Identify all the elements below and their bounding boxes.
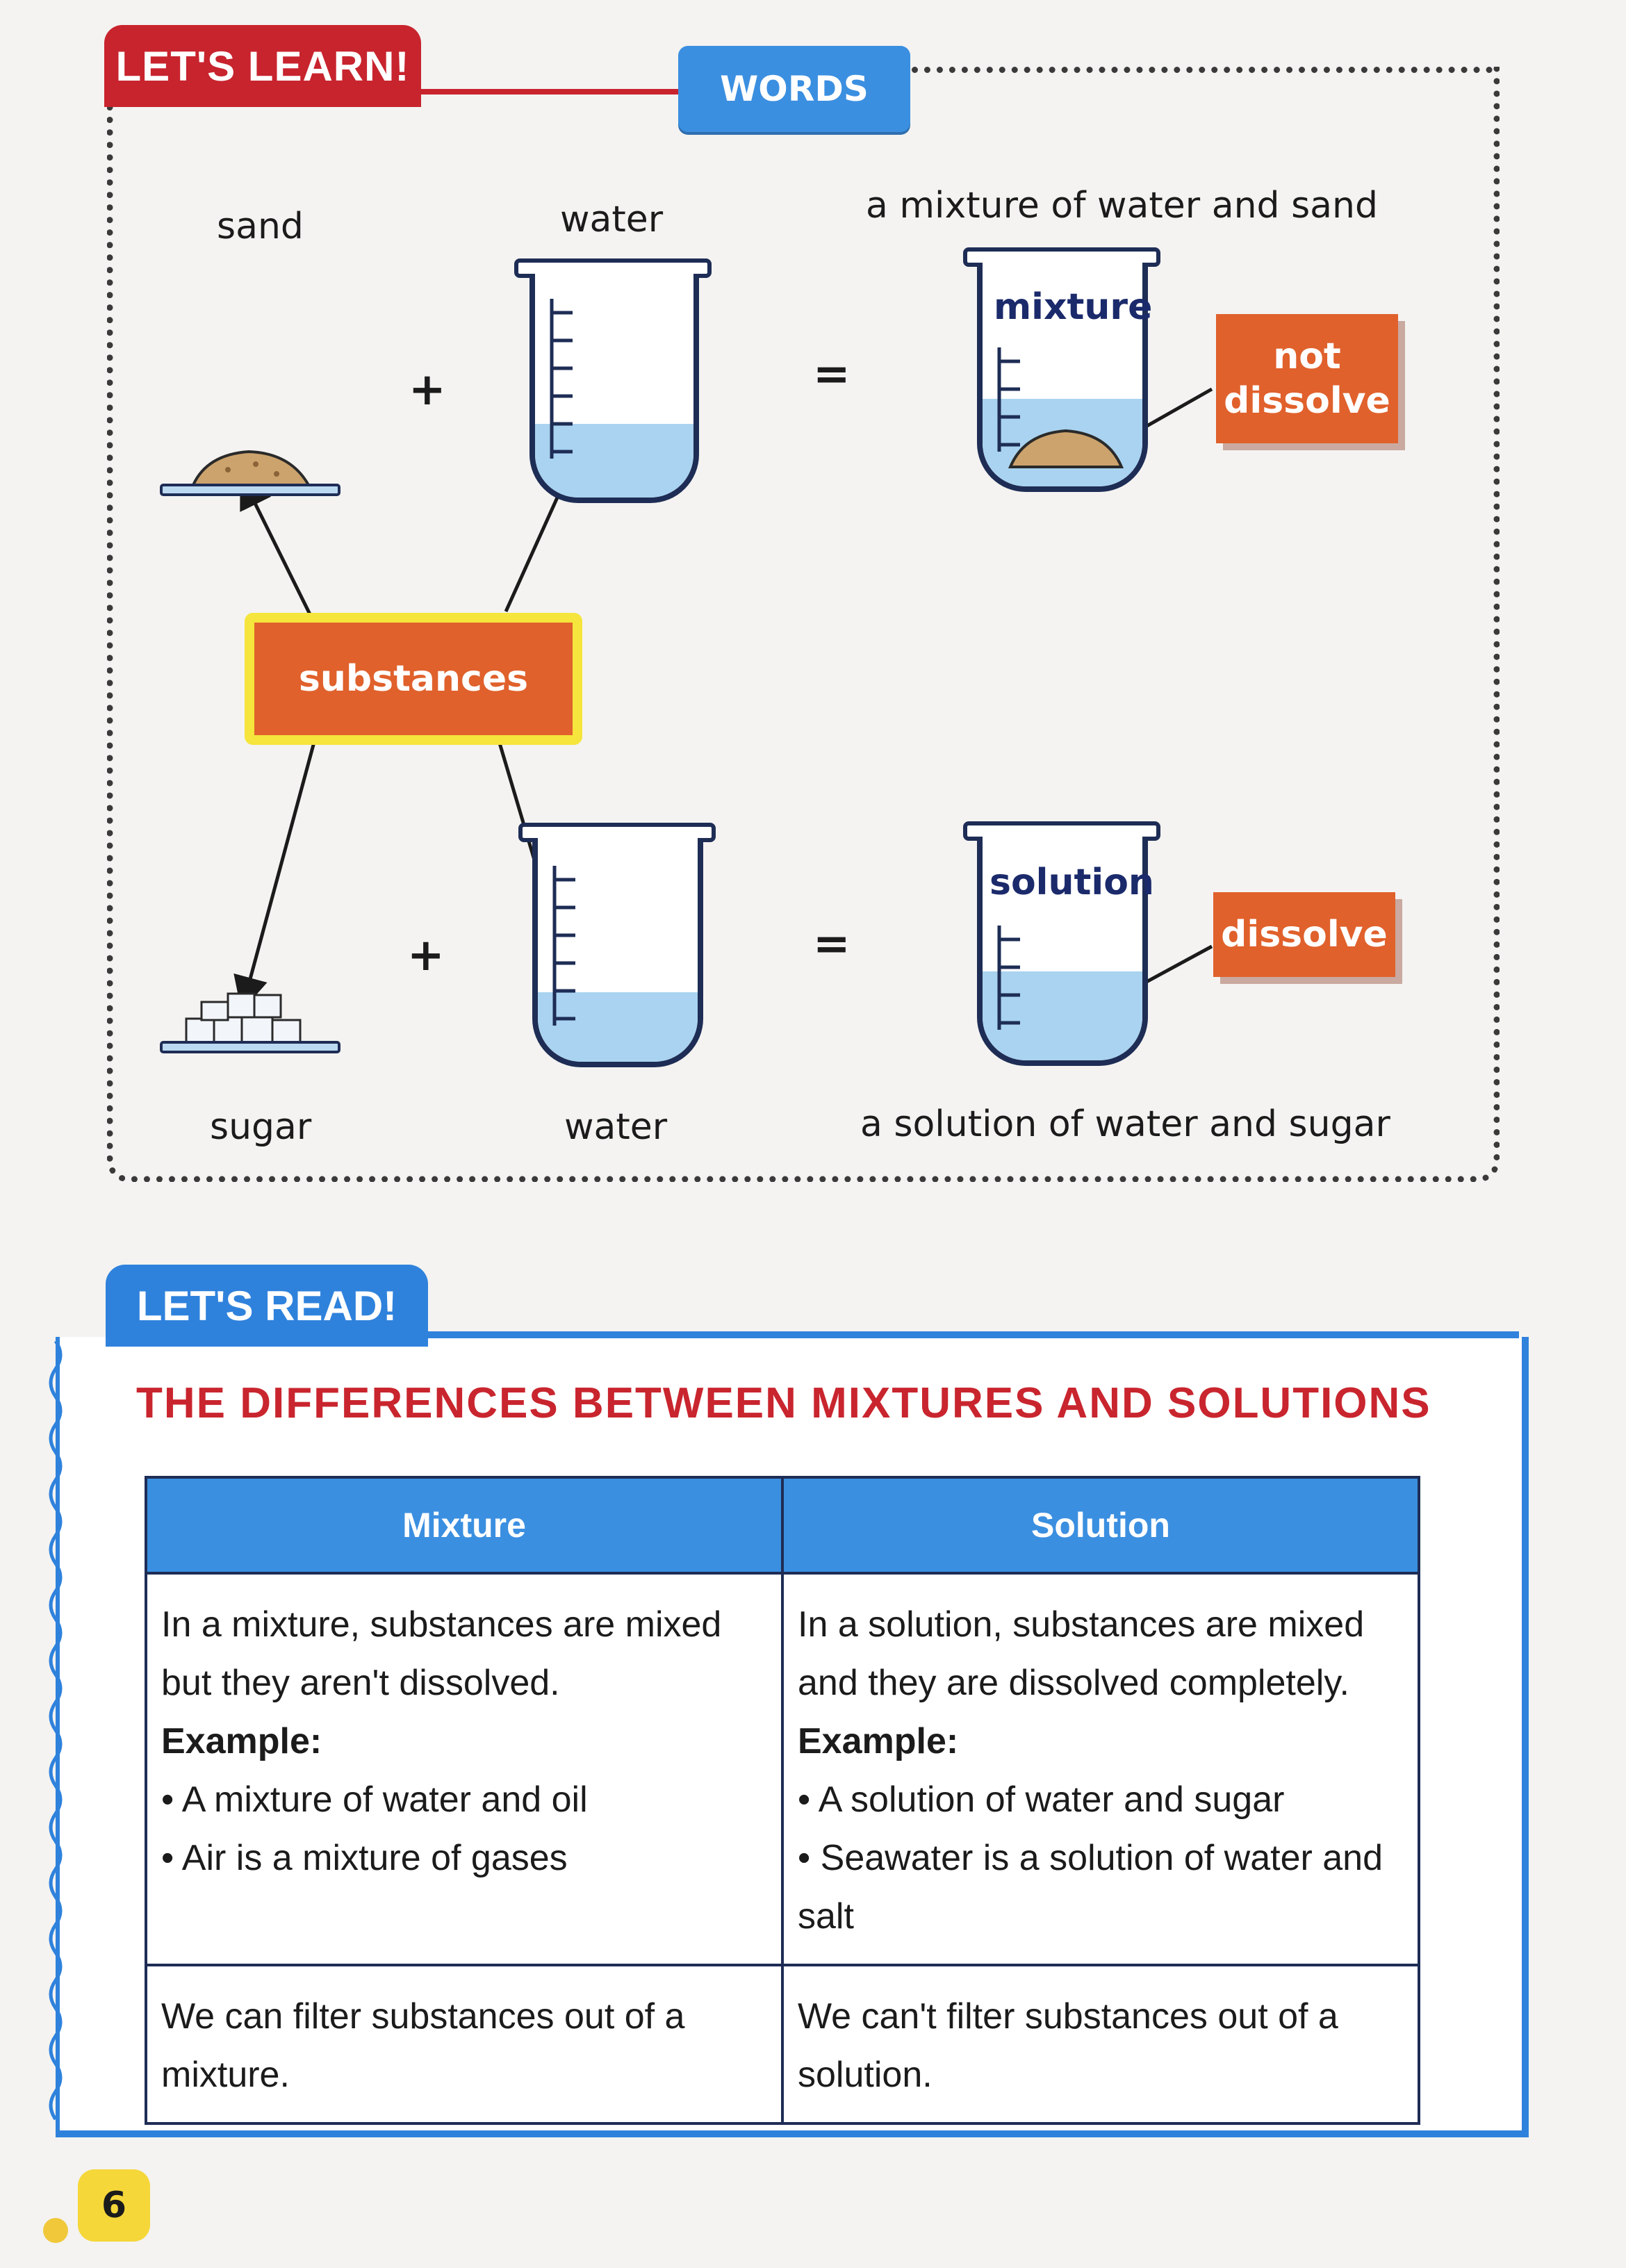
mixture-beaker-label: mixture [994, 286, 1153, 328]
read-tab-underline [410, 1331, 1519, 1338]
beaker-scale-icon [992, 926, 1034, 1037]
sand-pile-icon [158, 445, 346, 500]
page-number: 6 [78, 2169, 150, 2242]
water-beaker-top [529, 274, 699, 503]
mixture-definition: In a mixture, substances are mixed but they aren't dissolved. [161, 1604, 722, 1703]
sugar-cubes-icon [158, 977, 346, 1053]
header-mixture: Mixture [146, 1477, 782, 1573]
water-label-bottom: water [564, 1106, 668, 1148]
differences-title: THE DIFFERENCES BETWEEN MIXTURES AND SOLUTIONS [136, 1379, 1431, 1427]
plus-sign-top: + [409, 364, 446, 416]
arrow-to-sugar [243, 727, 318, 1005]
beaker-scale-icon [548, 866, 589, 1033]
solution-description: a solution of water and sugar [860, 1103, 1390, 1145]
words-tab: WORDS [678, 46, 910, 132]
equals-sign-top: = [813, 349, 851, 400]
comparison-table [145, 1476, 1420, 2125]
solution-example-item: • Seawater is a solution of water and salt [798, 1838, 1383, 1937]
solution-definition: In a solution, substances are mixed and they are dissolved completely. [798, 1604, 1365, 1703]
lets-learn-tab: LET'S LEARN! [104, 25, 421, 107]
plus-sign-bottom: + [407, 930, 445, 981]
water-label-top: water [560, 199, 664, 240]
solution-filter-cell: We can't filter substances out of a solution. [782, 1965, 1419, 2123]
mixture-description: a mixture of water and sand [866, 185, 1378, 227]
table-row [146, 1965, 1419, 2123]
sand-label: sand [217, 206, 304, 247]
sugar-label: sugar [210, 1106, 312, 1148]
page-dot [43, 2218, 68, 2243]
not-dissolve-box: not dissolve [1216, 314, 1398, 443]
solution-beaker-label: solution [989, 862, 1154, 903]
solution-example-item: • A solution of water and sugar [798, 1780, 1285, 1820]
dissolve-box: dissolve [1213, 892, 1395, 977]
solution-definition-cell [782, 1573, 1419, 1965]
wavy-left-border [42, 1341, 69, 2126]
mixture-example-item: • Air is a mixture of gases [161, 1838, 568, 1878]
lets-read-tab: LET'S READ! [106, 1265, 428, 1347]
solution-example-title: Example: [798, 1721, 959, 1761]
beaker-scale-icon [992, 347, 1034, 459]
table-header-row [146, 1477, 1419, 1573]
water-beaker-bottom [532, 838, 703, 1067]
mixture-filter-cell: We can filter substances out of a mixture. [146, 1965, 782, 2123]
mixture-definition-cell [146, 1573, 782, 1965]
table-row [146, 1573, 1419, 1965]
substances-box: substances [245, 613, 582, 745]
equals-sign-bottom: = [813, 919, 851, 970]
beaker-scale-icon [545, 299, 586, 466]
mixture-example-title: Example: [161, 1721, 322, 1761]
mixture-example-item: • A mixture of water and oil [161, 1780, 588, 1820]
header-solution: Solution [782, 1477, 1419, 1573]
